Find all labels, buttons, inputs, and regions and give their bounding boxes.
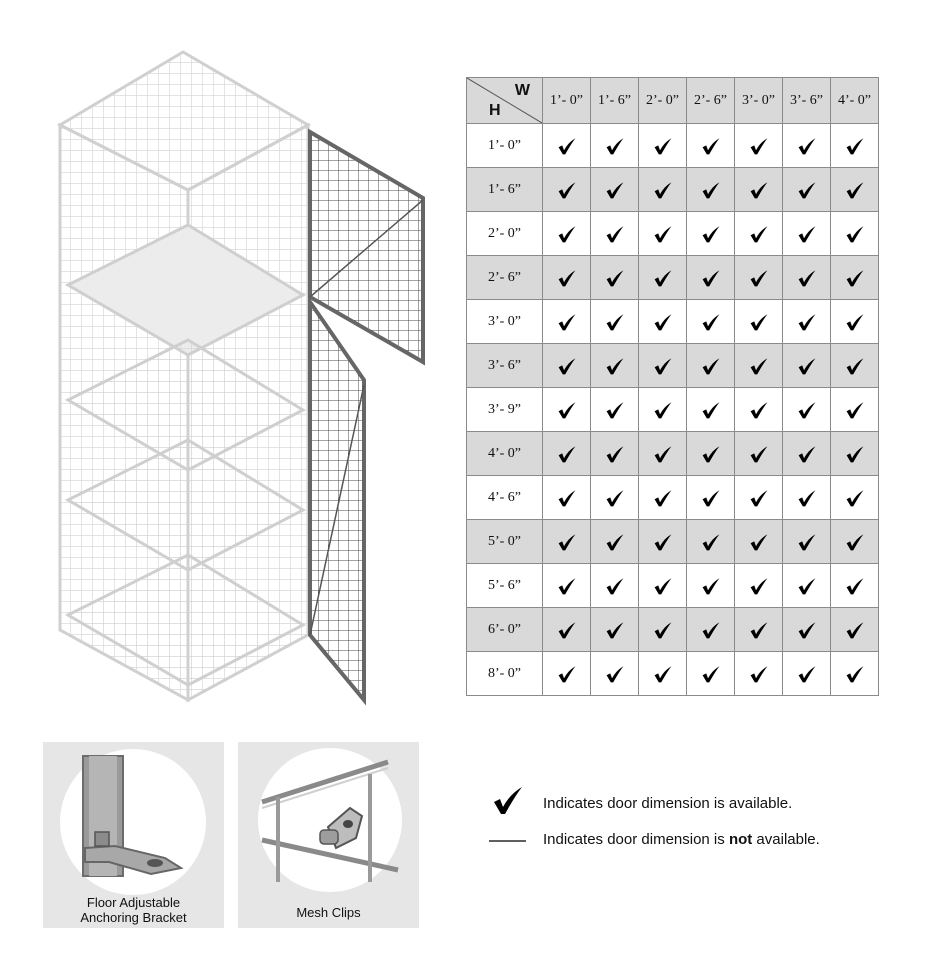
availability-cell bbox=[639, 124, 687, 168]
checkmark-icon bbox=[699, 310, 723, 334]
width-header: 3’- 0” bbox=[735, 78, 783, 124]
checkmark-icon bbox=[603, 222, 627, 246]
height-header: 3’- 6” bbox=[467, 344, 543, 388]
availability-cell bbox=[735, 300, 783, 344]
checkmark-icon bbox=[651, 398, 675, 422]
availability-cell bbox=[591, 256, 639, 300]
checkmark-icon bbox=[603, 398, 627, 422]
availability-cell bbox=[543, 212, 591, 256]
availability-cell bbox=[639, 520, 687, 564]
availability-cell bbox=[687, 124, 735, 168]
availability-cell bbox=[783, 300, 831, 344]
availability-cell bbox=[687, 520, 735, 564]
legend bbox=[488, 785, 928, 865]
table-row bbox=[467, 256, 879, 300]
availability-cell bbox=[687, 608, 735, 652]
table-row bbox=[467, 124, 879, 168]
checkmark-icon bbox=[699, 354, 723, 378]
availability-cell bbox=[783, 124, 831, 168]
checkmark-icon bbox=[603, 530, 627, 554]
height-header: 4’- 0” bbox=[467, 432, 543, 476]
checkmark-icon bbox=[651, 310, 675, 334]
availability-cell bbox=[783, 608, 831, 652]
checkmark-icon bbox=[651, 442, 675, 466]
checkmark-icon bbox=[603, 574, 627, 598]
height-header: 3’- 0” bbox=[467, 300, 543, 344]
availability-cell bbox=[783, 344, 831, 388]
width-header: 1’- 6” bbox=[591, 78, 639, 124]
availability-cell bbox=[639, 564, 687, 608]
checkmark-icon bbox=[699, 530, 723, 554]
availability-cell bbox=[591, 124, 639, 168]
availability-cell bbox=[687, 168, 735, 212]
checkmark-icon bbox=[651, 618, 675, 642]
checkmark-icon bbox=[555, 134, 579, 158]
availability-cell bbox=[591, 608, 639, 652]
availability-cell bbox=[639, 256, 687, 300]
availability-cell bbox=[543, 388, 591, 432]
checkmark-icon bbox=[699, 222, 723, 246]
availability-cell bbox=[783, 476, 831, 520]
checkmark-icon bbox=[603, 486, 627, 510]
checkmark-icon bbox=[651, 134, 675, 158]
availability-cell bbox=[735, 476, 783, 520]
width-header: 2’- 6” bbox=[687, 78, 735, 124]
table-row bbox=[467, 300, 879, 344]
width-header: 3’- 6” bbox=[783, 78, 831, 124]
height-header: 5’- 0” bbox=[467, 520, 543, 564]
availability-cell bbox=[783, 520, 831, 564]
height-header: 4’- 6” bbox=[467, 476, 543, 520]
checkmark-icon bbox=[555, 354, 579, 378]
legend-not-available bbox=[488, 828, 928, 858]
availability-cell bbox=[639, 608, 687, 652]
availability-cell bbox=[831, 432, 879, 476]
checkmark-icon bbox=[699, 486, 723, 510]
table-row bbox=[467, 520, 879, 564]
availability-cell bbox=[687, 256, 735, 300]
locker-illustration bbox=[48, 40, 448, 715]
height-header: 5’- 6” bbox=[467, 564, 543, 608]
availability-cell bbox=[783, 388, 831, 432]
checkmark-icon bbox=[555, 222, 579, 246]
width-header: 2’- 0” bbox=[639, 78, 687, 124]
availability-cell bbox=[831, 608, 879, 652]
availability-cell bbox=[543, 168, 591, 212]
height-header: 2’- 6” bbox=[467, 256, 543, 300]
checkmark-icon bbox=[747, 354, 771, 378]
availability-cell bbox=[687, 212, 735, 256]
availability-cell bbox=[735, 256, 783, 300]
checkmark-icon bbox=[795, 442, 819, 466]
checkmark-icon bbox=[747, 530, 771, 554]
checkmark-icon bbox=[795, 222, 819, 246]
checkmark-icon bbox=[747, 486, 771, 510]
height-header: 3’- 9” bbox=[467, 388, 543, 432]
checkmark-icon bbox=[555, 486, 579, 510]
checkmark-icon bbox=[699, 134, 723, 158]
checkmark-icon bbox=[555, 618, 579, 642]
availability-cell bbox=[543, 432, 591, 476]
availability-cell bbox=[831, 564, 879, 608]
checkmark-icon bbox=[603, 134, 627, 158]
checkmark-icon bbox=[603, 178, 627, 202]
checkmark-icon bbox=[699, 662, 723, 686]
checkmark-icon bbox=[795, 662, 819, 686]
availability-cell bbox=[783, 256, 831, 300]
checkmark-icon bbox=[651, 178, 675, 202]
availability-cell bbox=[831, 344, 879, 388]
checkmark-icon bbox=[843, 486, 867, 510]
checkmark-icon bbox=[555, 178, 579, 202]
table-row bbox=[467, 344, 879, 388]
availability-cell bbox=[639, 476, 687, 520]
availability-cell bbox=[735, 168, 783, 212]
table-row bbox=[467, 168, 879, 212]
availability-cell bbox=[735, 520, 783, 564]
height-header: 1’- 0” bbox=[467, 124, 543, 168]
checkmark-icon bbox=[651, 354, 675, 378]
mesh-clips-detail bbox=[238, 742, 419, 928]
availability-cell bbox=[639, 432, 687, 476]
legend-not-available-text: Indicates door dimension is not available. bbox=[543, 831, 820, 848]
mesh-clips-caption: Mesh Clips bbox=[296, 905, 361, 920]
checkmark-icon bbox=[603, 618, 627, 642]
availability-cell bbox=[639, 300, 687, 344]
availability-cell bbox=[831, 476, 879, 520]
checkmark-icon bbox=[699, 574, 723, 598]
checkmark-icon bbox=[843, 310, 867, 334]
availability-cell bbox=[543, 564, 591, 608]
availability-cell bbox=[591, 476, 639, 520]
checkmark-icon bbox=[795, 310, 819, 334]
availability-cell bbox=[783, 168, 831, 212]
checkmark-icon bbox=[603, 266, 627, 290]
checkmark-icon bbox=[795, 266, 819, 290]
checkmark-icon bbox=[843, 354, 867, 378]
availability-cell bbox=[591, 388, 639, 432]
availability-cell bbox=[543, 344, 591, 388]
availability-cell bbox=[543, 652, 591, 696]
height-header: 2’- 0” bbox=[467, 212, 543, 256]
availability-cell bbox=[735, 432, 783, 476]
height-header: 1’- 6” bbox=[467, 168, 543, 212]
table-row bbox=[467, 608, 879, 652]
checkmark-icon bbox=[488, 785, 528, 815]
checkmark-icon bbox=[747, 178, 771, 202]
checkmark-icon bbox=[603, 662, 627, 686]
width-header: 1’- 0” bbox=[543, 78, 591, 124]
availability-cell bbox=[591, 432, 639, 476]
table-corner-cell bbox=[467, 78, 543, 124]
checkmark-icon bbox=[555, 530, 579, 554]
table-row bbox=[467, 212, 879, 256]
availability-cell bbox=[543, 608, 591, 652]
checkmark-icon bbox=[603, 354, 627, 378]
table-row bbox=[467, 388, 879, 432]
table-row bbox=[467, 432, 879, 476]
width-axis-label: W bbox=[514, 82, 530, 99]
checkmark-icon bbox=[795, 486, 819, 510]
height-axis-label: H bbox=[489, 102, 501, 119]
checkmark-icon bbox=[795, 530, 819, 554]
availability-cell bbox=[735, 608, 783, 652]
availability-cell bbox=[543, 300, 591, 344]
availability-cell bbox=[639, 212, 687, 256]
checkmark-icon bbox=[555, 442, 579, 466]
availability-cell bbox=[783, 212, 831, 256]
availability-cell bbox=[831, 212, 879, 256]
availability-cell bbox=[639, 168, 687, 212]
checkmark-icon bbox=[651, 662, 675, 686]
checkmark-icon bbox=[843, 662, 867, 686]
checkmark-icon bbox=[843, 222, 867, 246]
checkmark-icon bbox=[843, 530, 867, 554]
availability-cell bbox=[735, 652, 783, 696]
checkmark-icon bbox=[651, 574, 675, 598]
availability-cell bbox=[591, 344, 639, 388]
checkmark-icon bbox=[843, 618, 867, 642]
checkmark-icon bbox=[699, 178, 723, 202]
availability-cell bbox=[687, 432, 735, 476]
anchoring-bracket-detail bbox=[43, 742, 224, 928]
availability-cell bbox=[543, 256, 591, 300]
checkmark-icon bbox=[843, 574, 867, 598]
checkmark-icon bbox=[843, 134, 867, 158]
legend-available bbox=[488, 785, 928, 815]
availability-cell bbox=[735, 564, 783, 608]
table-row bbox=[467, 652, 879, 696]
checkmark-icon bbox=[795, 398, 819, 422]
checkmark-icon bbox=[555, 398, 579, 422]
checkmark-icon bbox=[555, 574, 579, 598]
checkmark-icon bbox=[603, 442, 627, 466]
checkmark-icon bbox=[747, 266, 771, 290]
availability-cell bbox=[687, 300, 735, 344]
availability-cell bbox=[735, 388, 783, 432]
availability-cell bbox=[591, 168, 639, 212]
availability-cell bbox=[831, 520, 879, 564]
availability-cell bbox=[831, 168, 879, 212]
checkmark-icon bbox=[699, 266, 723, 290]
table-row bbox=[467, 476, 879, 520]
checkmark-icon bbox=[843, 442, 867, 466]
checkmark-icon bbox=[555, 310, 579, 334]
availability-cell bbox=[831, 652, 879, 696]
checkmark-icon bbox=[651, 486, 675, 510]
checkmark-icon bbox=[651, 530, 675, 554]
checkmark-icon bbox=[795, 574, 819, 598]
availability-cell bbox=[687, 652, 735, 696]
checkmark-icon bbox=[795, 178, 819, 202]
availability-cell bbox=[543, 476, 591, 520]
checkmark-icon bbox=[747, 134, 771, 158]
checkmark-icon bbox=[843, 266, 867, 290]
checkmark-icon bbox=[747, 222, 771, 246]
checkmark-icon bbox=[699, 618, 723, 642]
anchoring-bracket-caption: Floor Adjustable Anchoring Bracket bbox=[80, 895, 187, 925]
checkmark-icon bbox=[699, 442, 723, 466]
availability-cell bbox=[543, 124, 591, 168]
availability-cell bbox=[591, 212, 639, 256]
availability-cell bbox=[687, 388, 735, 432]
checkmark-icon bbox=[747, 442, 771, 466]
availability-cell bbox=[591, 564, 639, 608]
availability-cell bbox=[783, 432, 831, 476]
width-header: 4’- 0” bbox=[831, 78, 879, 124]
availability-cell bbox=[831, 300, 879, 344]
availability-cell bbox=[735, 124, 783, 168]
table-row bbox=[467, 564, 879, 608]
availability-cell bbox=[735, 344, 783, 388]
availability-cell bbox=[543, 520, 591, 564]
availability-cell bbox=[687, 476, 735, 520]
checkmark-icon bbox=[747, 310, 771, 334]
availability-cell bbox=[783, 652, 831, 696]
checkmark-icon bbox=[747, 662, 771, 686]
availability-cell bbox=[591, 652, 639, 696]
locker-lower-door bbox=[310, 302, 364, 700]
availability-cell bbox=[639, 388, 687, 432]
checkmark-icon bbox=[747, 574, 771, 598]
availability-cell bbox=[687, 344, 735, 388]
availability-cell bbox=[639, 652, 687, 696]
table-header-row bbox=[467, 78, 879, 124]
height-header: 6’- 0” bbox=[467, 608, 543, 652]
checkmark-icon bbox=[795, 354, 819, 378]
checkmark-icon bbox=[747, 618, 771, 642]
checkmark-icon bbox=[603, 310, 627, 334]
checkmark-icon bbox=[555, 266, 579, 290]
availability-cell bbox=[831, 124, 879, 168]
availability-cell bbox=[639, 344, 687, 388]
availability-cell bbox=[831, 256, 879, 300]
availability-cell bbox=[591, 520, 639, 564]
checkmark-icon bbox=[795, 134, 819, 158]
checkmark-icon bbox=[555, 662, 579, 686]
checkmark-icon bbox=[651, 266, 675, 290]
availability-cell bbox=[735, 212, 783, 256]
dash-line-icon bbox=[488, 828, 528, 858]
checkmark-icon bbox=[747, 398, 771, 422]
checkmark-icon bbox=[795, 618, 819, 642]
height-header: 8’- 0” bbox=[467, 652, 543, 696]
checkmark-icon bbox=[843, 398, 867, 422]
legend-available-text: Indicates door dimension is available. bbox=[543, 795, 793, 812]
availability-cell bbox=[831, 388, 879, 432]
checkmark-icon bbox=[651, 222, 675, 246]
checkmark-icon bbox=[699, 398, 723, 422]
checkmark-icon bbox=[843, 178, 867, 202]
availability-cell bbox=[783, 564, 831, 608]
door-availability-table bbox=[466, 77, 879, 696]
availability-cell bbox=[687, 564, 735, 608]
availability-cell bbox=[591, 300, 639, 344]
